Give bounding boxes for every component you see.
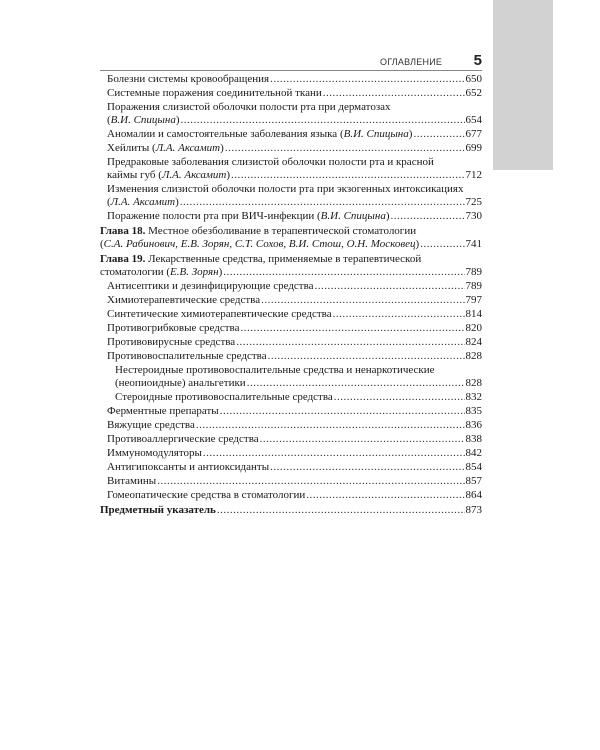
entry-leader-line: [107, 433, 482, 446]
entry-text: ): [175, 114, 180, 126]
entry-line: [115, 364, 482, 377]
entry-title: [107, 405, 219, 418]
dot-leader: [220, 405, 465, 418]
header-rule: [100, 70, 482, 71]
entry-text: Гомеопатические средства в стоматологии: [107, 489, 306, 501]
entry-page-number: 824: [465, 336, 482, 348]
entry-page-number: 820: [465, 322, 482, 334]
entry-leader-line: [107, 475, 482, 488]
entry-text: Аномалии и самостоятельные заболевания языка (: [107, 128, 344, 140]
entry-text: Местное обезболивание в терапевтической стоматологии: [145, 225, 417, 237]
entry-page-number: 836: [465, 419, 482, 431]
entry-title: [100, 504, 216, 517]
entry-leader-line: [107, 142, 482, 155]
toc-entry[interactable]: [100, 210, 482, 223]
entry-title: [107, 336, 235, 349]
entry-page-number: 864: [465, 489, 482, 501]
dot-leader: [181, 114, 465, 127]
author-names: Е.В. Зорян: [170, 266, 219, 278]
entry-leader-line: [107, 169, 482, 182]
dot-leader: [391, 210, 465, 223]
dot-leader: [260, 433, 465, 446]
entry-page-number: 699: [465, 142, 482, 154]
entry-text: Витамины: [107, 475, 157, 487]
entry-leader-line: [115, 391, 482, 404]
entry-leader-line: [100, 504, 482, 517]
entry-page-number: 789: [465, 266, 482, 278]
entry-text: Противовоспалительные средства: [107, 350, 267, 362]
entry-text: Противовирусные средства: [107, 336, 236, 348]
entry-title: [107, 433, 259, 446]
dot-leader: [223, 266, 464, 279]
entry-title: [107, 128, 412, 141]
author-names: В.И. Спицына: [110, 114, 176, 126]
toc-entry[interactable]: [100, 336, 482, 349]
dot-leader: [261, 294, 464, 307]
entry-leader-line: [107, 114, 482, 127]
entry-text: Стероидные противовоспалительные средства: [115, 391, 333, 403]
entry-text: Изменения слизистой оболочки полости рта при экзогенных интоксикациях: [107, 183, 464, 195]
toc-entry[interactable]: [100, 419, 482, 432]
toc-entry[interactable]: [100, 101, 482, 127]
entry-page-number: 652: [465, 87, 482, 99]
toc-entry[interactable]: [100, 405, 482, 418]
entry-title: [107, 447, 202, 460]
author-names: Л.А. Аксамит: [155, 142, 221, 154]
dot-leader: [268, 350, 465, 363]
toc-entry[interactable]: [100, 308, 482, 321]
entry-text: Лекарственные средства, применяемые в терапевтической: [145, 253, 422, 265]
entry-leader-line: [100, 238, 482, 251]
entry-page-number: 828: [465, 350, 482, 362]
dot-leader: [240, 322, 464, 335]
toc-entry[interactable]: [100, 142, 482, 155]
toc-chapter-entry[interactable]: [100, 225, 482, 251]
toc-entry[interactable]: [100, 447, 482, 460]
entry-page-number: 797: [465, 294, 482, 306]
toc-chapter-entry[interactable]: [100, 504, 482, 517]
entry-leader-line: [107, 280, 482, 293]
dot-leader: [334, 391, 465, 404]
toc-entry[interactable]: [100, 475, 482, 488]
entry-text: Системные поражения соединительной ткани: [107, 87, 322, 99]
entry-text: Болезни системы кровообращения: [107, 73, 270, 85]
entry-page-number: 838: [465, 433, 482, 445]
entry-leader-line: [107, 405, 482, 418]
dot-leader: [247, 377, 465, 390]
entry-title: [107, 196, 179, 209]
entry-page-number: 814: [465, 308, 482, 320]
toc-entry[interactable]: [100, 461, 482, 474]
entry-text: ): [175, 196, 179, 208]
entry-leader-line: [107, 210, 482, 223]
entry-title: [107, 73, 269, 86]
dot-leader: [270, 73, 464, 86]
dot-leader: [203, 447, 465, 460]
entry-title: [107, 210, 390, 223]
toc-entry[interactable]: [100, 156, 482, 182]
toc-entry[interactable]: [100, 294, 482, 307]
entry-line: [107, 156, 482, 169]
entry-title: [107, 169, 230, 182]
entry-page-number: 789: [465, 280, 482, 292]
entry-page-number: 835: [465, 405, 482, 417]
entry-text: Противогрибковые средства: [107, 322, 240, 334]
dot-leader: [231, 169, 464, 182]
entry-text: ): [415, 238, 420, 250]
entry-text: Поражения слизистой оболочки полости рта при дерматозах: [107, 101, 391, 113]
entry-leader-line: [107, 73, 482, 86]
table-of-contents: [100, 73, 482, 518]
entry-page-number: 854: [465, 461, 482, 473]
entry-text: Ферментные препараты: [107, 405, 219, 417]
author-names: С.А. Рабинович, Е.В. Зорян, С.Т. Сохов, В.И. Стош, О.Н. Московец: [103, 238, 416, 250]
entry-text: (: [107, 196, 111, 208]
toc-entry[interactable]: [100, 350, 482, 363]
entry-leader-line: [107, 419, 482, 432]
entry-page-number: 712: [465, 169, 482, 181]
entry-leader-line: [107, 322, 482, 335]
entry-title: [107, 461, 269, 474]
dot-leader: [420, 238, 464, 251]
author-names: Л.А. Аксамит: [161, 169, 227, 181]
entry-text: Поражение полости рта при ВИЧ-инфекции (: [107, 210, 321, 222]
toc-entry[interactable]: [100, 391, 482, 404]
dot-leader: [333, 308, 465, 321]
entry-page-number: 654: [465, 114, 482, 126]
toc-entry[interactable]: [100, 128, 482, 141]
entry-title: [115, 391, 333, 404]
chapter-label: Глава 18.: [100, 225, 146, 237]
entry-leader-line: [107, 196, 482, 209]
entry-text: Предраковые заболевания слизистой оболочки полости рта и красной: [107, 156, 434, 168]
entry-page-number: 725: [465, 196, 482, 208]
author-names: В.И. Спицына: [343, 128, 409, 140]
entry-title: [107, 142, 224, 155]
dot-leader: [315, 280, 465, 293]
entry-page-number: 873: [465, 504, 482, 516]
toc-chapter-entry[interactable]: [100, 253, 482, 279]
entry-line: [107, 183, 482, 196]
entry-line: [100, 225, 482, 238]
dot-leader: [306, 489, 464, 502]
entry-leader-line: [107, 489, 482, 502]
entry-title: [107, 322, 239, 335]
author-names: Л.А. Аксамит: [110, 196, 176, 208]
entry-leader-line: [107, 87, 482, 100]
entry-leader-line: [107, 308, 482, 321]
toc-entry[interactable]: [100, 322, 482, 335]
entry-page-number: 730: [465, 210, 482, 222]
dot-leader: [323, 87, 465, 100]
dot-leader: [196, 419, 465, 432]
entry-text: (: [107, 114, 111, 126]
dot-leader: [217, 504, 465, 517]
entry-title: [107, 350, 267, 363]
entry-text: ): [218, 266, 223, 278]
entry-text: Антисептики и дезинфицирующие средства: [107, 280, 314, 292]
dot-leader: [236, 336, 464, 349]
header-title: ОГЛАВЛЕНИЕ: [380, 57, 443, 67]
entry-leader-line: [107, 336, 482, 349]
entry-title: [107, 87, 322, 100]
chapter-label: Глава 19.: [100, 253, 146, 265]
entry-text: ): [385, 210, 390, 222]
entry-text: Нестероидные противовоспалительные средства и ненаркотические: [115, 364, 435, 376]
section-thumb-tab: [493, 0, 553, 170]
toc-entry[interactable]: [100, 73, 482, 86]
entry-text: стоматологии (: [100, 266, 171, 278]
entry-page-number: 842: [465, 447, 482, 459]
toc-entry[interactable]: [100, 280, 482, 293]
entry-text: ): [220, 142, 224, 154]
entry-title: [107, 419, 195, 432]
entry-text: Антигипоксанты и антиоксиданты: [107, 461, 270, 473]
entry-page-number: 741: [465, 238, 482, 250]
toc-entry[interactable]: [100, 87, 482, 100]
author-names: В.И. Спицына: [320, 210, 386, 222]
entry-text: Иммуномодуляторы: [107, 447, 202, 459]
entry-text: ): [408, 128, 413, 140]
dot-leader: [270, 461, 464, 474]
entry-leader-line: [107, 461, 482, 474]
toc-entry[interactable]: [100, 433, 482, 446]
entry-page-number: 832: [465, 391, 482, 403]
entry-text: Химиотерапевтические средства: [107, 294, 261, 306]
entry-leader-line: [107, 350, 482, 363]
entry-title: [100, 238, 419, 251]
entry-title: [107, 114, 180, 127]
entry-text: Вяжущие средства: [107, 419, 195, 431]
entry-text: Противоаллергические средства: [107, 433, 259, 445]
entry-title: [115, 377, 246, 390]
entry-page-number: 857: [465, 475, 482, 487]
entry-text: Синтетические химиотерапевтические средства: [107, 308, 332, 320]
toc-entry[interactable]: [100, 489, 482, 502]
dot-leader: [180, 196, 465, 209]
dot-leader: [157, 475, 464, 488]
entry-title: [107, 308, 332, 321]
entry-leader-line: [107, 294, 482, 307]
entry-text: Хейлиты (: [107, 142, 156, 154]
entry-leader-line: [107, 447, 482, 460]
entry-title: [107, 489, 305, 502]
chapter-label: Предметный указатель: [100, 504, 216, 516]
entry-text: каймы губ (: [107, 169, 162, 181]
entry-page-number: 677: [465, 128, 482, 140]
running-header: [380, 52, 482, 72]
toc-entry[interactable]: [100, 364, 482, 390]
entry-line: [107, 101, 482, 114]
entry-title: [100, 266, 222, 279]
entry-page-number: 650: [465, 73, 482, 85]
entry-leader-line: [100, 266, 482, 279]
entry-title: [107, 294, 260, 307]
toc-entry[interactable]: [100, 183, 482, 209]
entry-text: (неопиоидные) анальгетики: [115, 377, 246, 389]
entry-page-number: 828: [465, 377, 482, 389]
entry-title: [107, 280, 314, 293]
entry-leader-line: [115, 377, 482, 390]
entry-text: ): [226, 169, 231, 181]
entry-text: (: [100, 238, 104, 250]
page-number: 5: [473, 52, 482, 69]
entry-title: [107, 475, 156, 488]
entry-leader-line: [107, 128, 482, 141]
dot-leader: [413, 128, 464, 141]
dot-leader: [225, 142, 465, 155]
entry-line: [100, 253, 482, 266]
